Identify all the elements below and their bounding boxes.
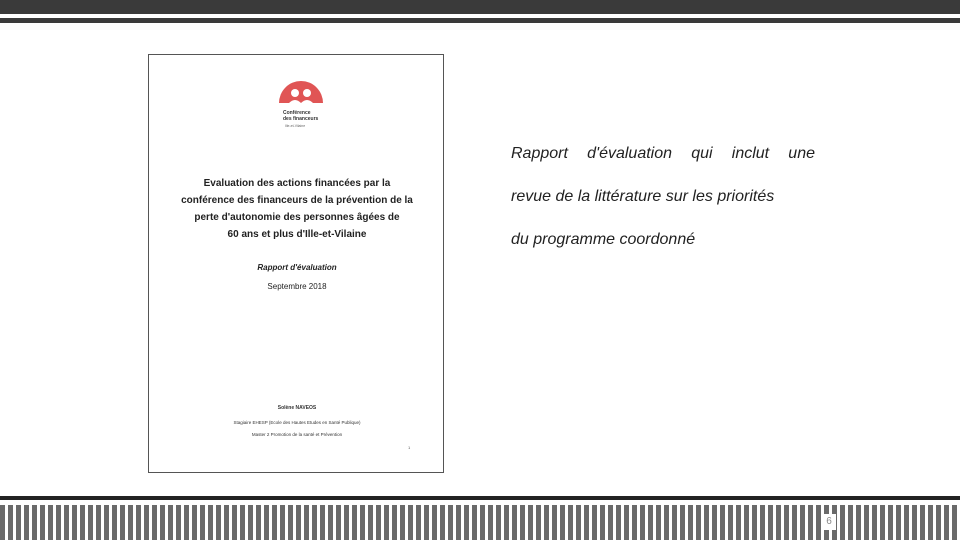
conference-logo — [271, 81, 331, 129]
top-divider — [0, 18, 960, 23]
document-affiliation: Stagiaire EHESP (Ecole des Hautes Etudes en Santé Publique) — [233, 420, 361, 425]
caption-line: du programme coordonné — [511, 231, 696, 248]
document-subtitle: Rapport d'évaluation — [257, 263, 337, 272]
top-bar — [0, 0, 960, 14]
slide-caption — [511, 132, 815, 261]
caption-line: Rapport d'évaluation qui inclut une — [511, 145, 815, 162]
slide-number: 6 — [822, 514, 836, 530]
document-cover-thumbnail — [148, 54, 444, 473]
document-program: Master 2 Promotion de la santé et Prévention — [251, 432, 343, 437]
bottom-divider — [0, 496, 960, 500]
document-author: Solène NAVEOS — [277, 405, 317, 411]
footer-stripes — [0, 505, 960, 540]
logo-sub-text: Ille-et-Vilaine — [285, 124, 306, 128]
document-date: Septembre 2018 — [267, 282, 327, 291]
document-page-number: 1 — [408, 445, 411, 450]
document-title: Evaluation des actions financées par la conférence des financeurs de la prévention de la perte d'autonomie des personnes âgées de 60 ans et plus d'Ille-et-Vilaine — [181, 178, 413, 240]
caption-line: revue de la littérature sur les priorités — [511, 188, 775, 205]
logo-figures-icon — [271, 81, 331, 105]
logo-brand-text: Conférence des financeurs — [283, 110, 319, 122]
